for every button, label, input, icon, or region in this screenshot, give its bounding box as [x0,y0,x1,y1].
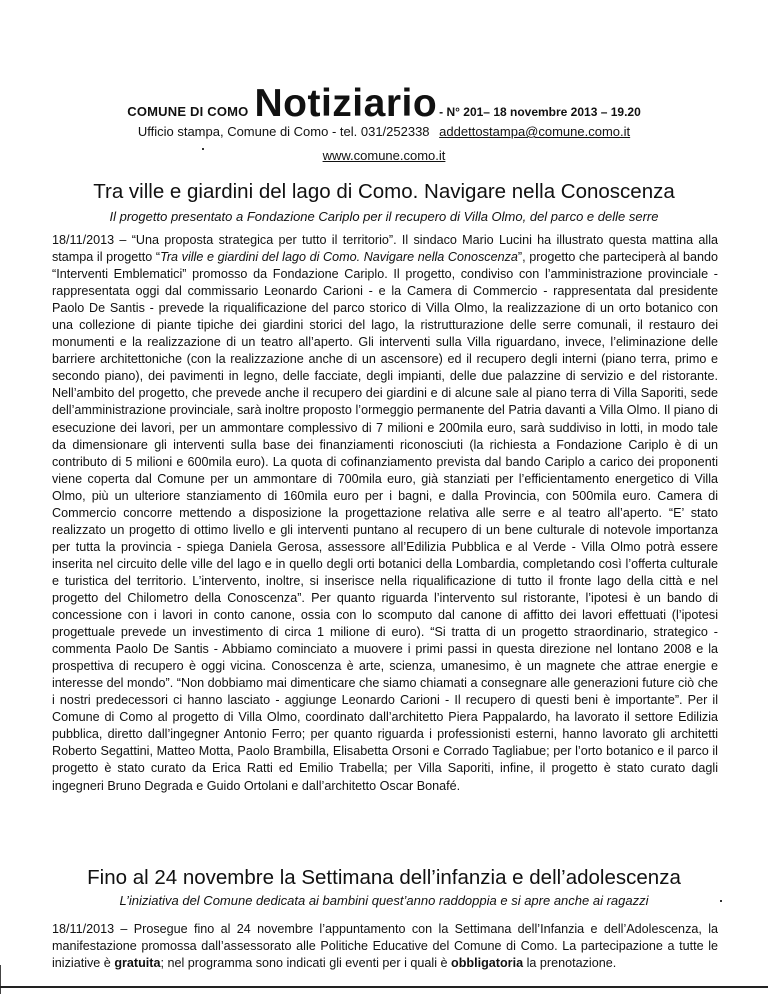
article1-project-name: Tra ville e giardini del lago di Como. Navigare nella Conoscenza [160,250,518,265]
press-office-contacts [0,124,768,139]
press-office-line: Ufficio stampa, Comune di Como - tel. 031/252338 [137,124,430,139]
issue-info: - N° 201– 18 novembre 2013 – 19.20 [439,105,641,119]
article1-paragraph [52,232,718,795]
website-link[interactable]: www.comune.como.it [322,148,446,163]
press-email-link[interactable]: addettostampa@comune.como.it [439,124,631,139]
article2-text-part1: 18/11/2013 – Prosegue fino al 24 novembre l’appuntamento con la Settimana dell’Infanzia e dell’Adolescenza, la manifestazione promossa dall’assessorato alle Politiche Educative del Comune di Como. La partecipazione a tutte le iniziative è [52,922,718,971]
article2-mandatory-emphasis: obbligatoria [451,956,524,971]
article2-headline: Fino al 24 novembre la Settimana dell’infanzia e dell’adolescenza [87,866,681,889]
bottom-rule [0,986,768,988]
article2-text-part2: ; nel programma sono indicati gli eventi per i quali è [160,956,452,971]
article1-text: ”, progetto che parteciperà al bando “Interventi Emblematici” promosso da Fondazione Cariplo. Il progetto, condiviso con l’amministrazione provinciale - rappresentata oggi dal commissario Leonardo Carioni - e la Camera di Commercio - rappresentata dal presidente Paolo De Santis - prevede la riqualificazione del parco storico di Villa Olmo, la realizzazione di un orto botanico con una collezione di piante tipiche dei giardini storici del lago, la ristrutturazione delle serre comunali, il restauro dei monumenti e la realizzazione di un teatro all’aperto. Gli interventi sulla Villa riguardano, invece, l’eliminazione delle barriere architettoniche (con la realizzazione anche di un ascensore) ed il recupero degli interni (piano terra, primo e secondo piano), dei pavimenti in legno, delle facciate, degli impianti, delle due palazzine di servizio e del ristorante. Nell’ambito del progetto, che prevede anche il recupero dei giardini e di alcune sale al piano terra di Villa Saporiti, sede dell’amministrazione provinciale, sarà inoltre proposto l’ormeggio permanente del Patria davanti a Villa Olmo. Il piano di esecuzione dei lavori, per un ammontare complessivo di 7 milioni e 200mila euro, sarà suddiviso in lotti, in modo tale da dimensionare gli interventi sulla base dei finanziamenti riconosciuti (la richiesta a Fondazione Cariplo è di un contributo di 5 milioni e 600mila euro). La quota di cofinanziamento prevista dal bando Cariplo a carico dei proponenti viene coperta dal Comune per un ammontare di 700mila euro, già stanziati per l’efficientamento energetico di Villa Olmo, più un ulteriore stanziamento di 160mila euro per i bagni, e dalla Provincia, con 500mila euro. Camera di Commercio concorre mettendo a disposizione la progettazione relativa alle serre e al teatro all’aperto. “E’ stato realizzato un progetto di ottimo livello e gli interventi puntano al recupero di un bene culturale di notevole importanza per tutta la provincia - spiega Daniela Gerosa, assessore all’Edilizia Pubblica e al Verde - Villa Olmo potrà essere inserita nel circuito delle ville del lago e in quello degli orti botanici della Lombardia, completando così l’offerta culturale e turistica del territorio. L’intervento, inoltre, si inserisce nella riqualificazione di tutto il fronte lago della città e nel progetto del Chilometro della Conoscenza”. Per quanto riguarda l’intervento sul ristorante, l’ipotesi è un bando di concessione con i lavori in conto canone, ossia con lo scomputo dal canone di affitto dei lavori effettuati (l’ipotesi progettuale prevede un investimento di circa 1 milione di euro). “Si tratta di un progetto straordinario, strategico - commenta Paolo De Santis - Abbiamo cominciato a muovere i primi passi in questa direzione nel lontano 2008 e la prospettiva di recupero è oggi vicina. Conoscenza è arte, scienza, umanesimo, è un magnete che attrae energie e interesse del mondo”. “Non dobbiamo mai dimenticare che siamo chiamati a consegnare alle generazioni future ciò che i nostri predecessori ci hanno lasciato - aggiunge Leonardo Carioni - Il recupero di questi beni è importante”. Per il Comune di Como al progetto di Villa Olmo, coordinato dall’architetto Piera Pappalardo, ha lavorato il settore Edilizia pubblica, diretto dall’ingegner Antonio Ferro; per quanto riguarda i professionisti esterni, hanno lavorato gli architetti Roberto Segattini, Matteo Motta, Paolo Brambilla, Elisabetta Orsoni e Corrado Tagliabue; per l’orto botanico e il parco il progetto è stato curato da Erica Ratti ed Emilio Trabella; per Villa Saporiti, infine, il progetto è stato curato dagli ingegneri Bruno Degrada e Guido Ortolani e dall’architetto Oscar Bonafé. [52,250,718,793]
article2-subhead: L’iniziativa del Comune dedicata ai bambini quest’anno raddoppia e si apre anche ai ragazzi [119,893,649,908]
article1-headline: Tra ville e giardini del lago di Como. Navigare nella Conoscenza [93,180,675,203]
scan-speck [720,900,722,902]
newsletter-title: Notiziario [254,82,438,125]
article1-intro: 18/11/2013 – “Una proposta strategica per tutto il territorio”. Il sindaco Mario Lucini ha illustrato questa mattina alla stampa il progetto “ [52,233,718,265]
scan-edge-mark [0,965,1,994]
article1-subhead: Il progetto presentato a Fondazione Cariplo per il recupero di Villa Olmo, del parco e delle serre [109,209,659,224]
article1-body [52,232,718,795]
article2-free-emphasis: gratuita [114,956,161,971]
article2-paragraph [52,921,718,972]
municipality-label: COMUNE DI COMO [127,104,249,119]
article2-body [52,921,718,972]
article2-text-part3: la prenotazione. [523,956,617,971]
masthead [0,82,768,126]
